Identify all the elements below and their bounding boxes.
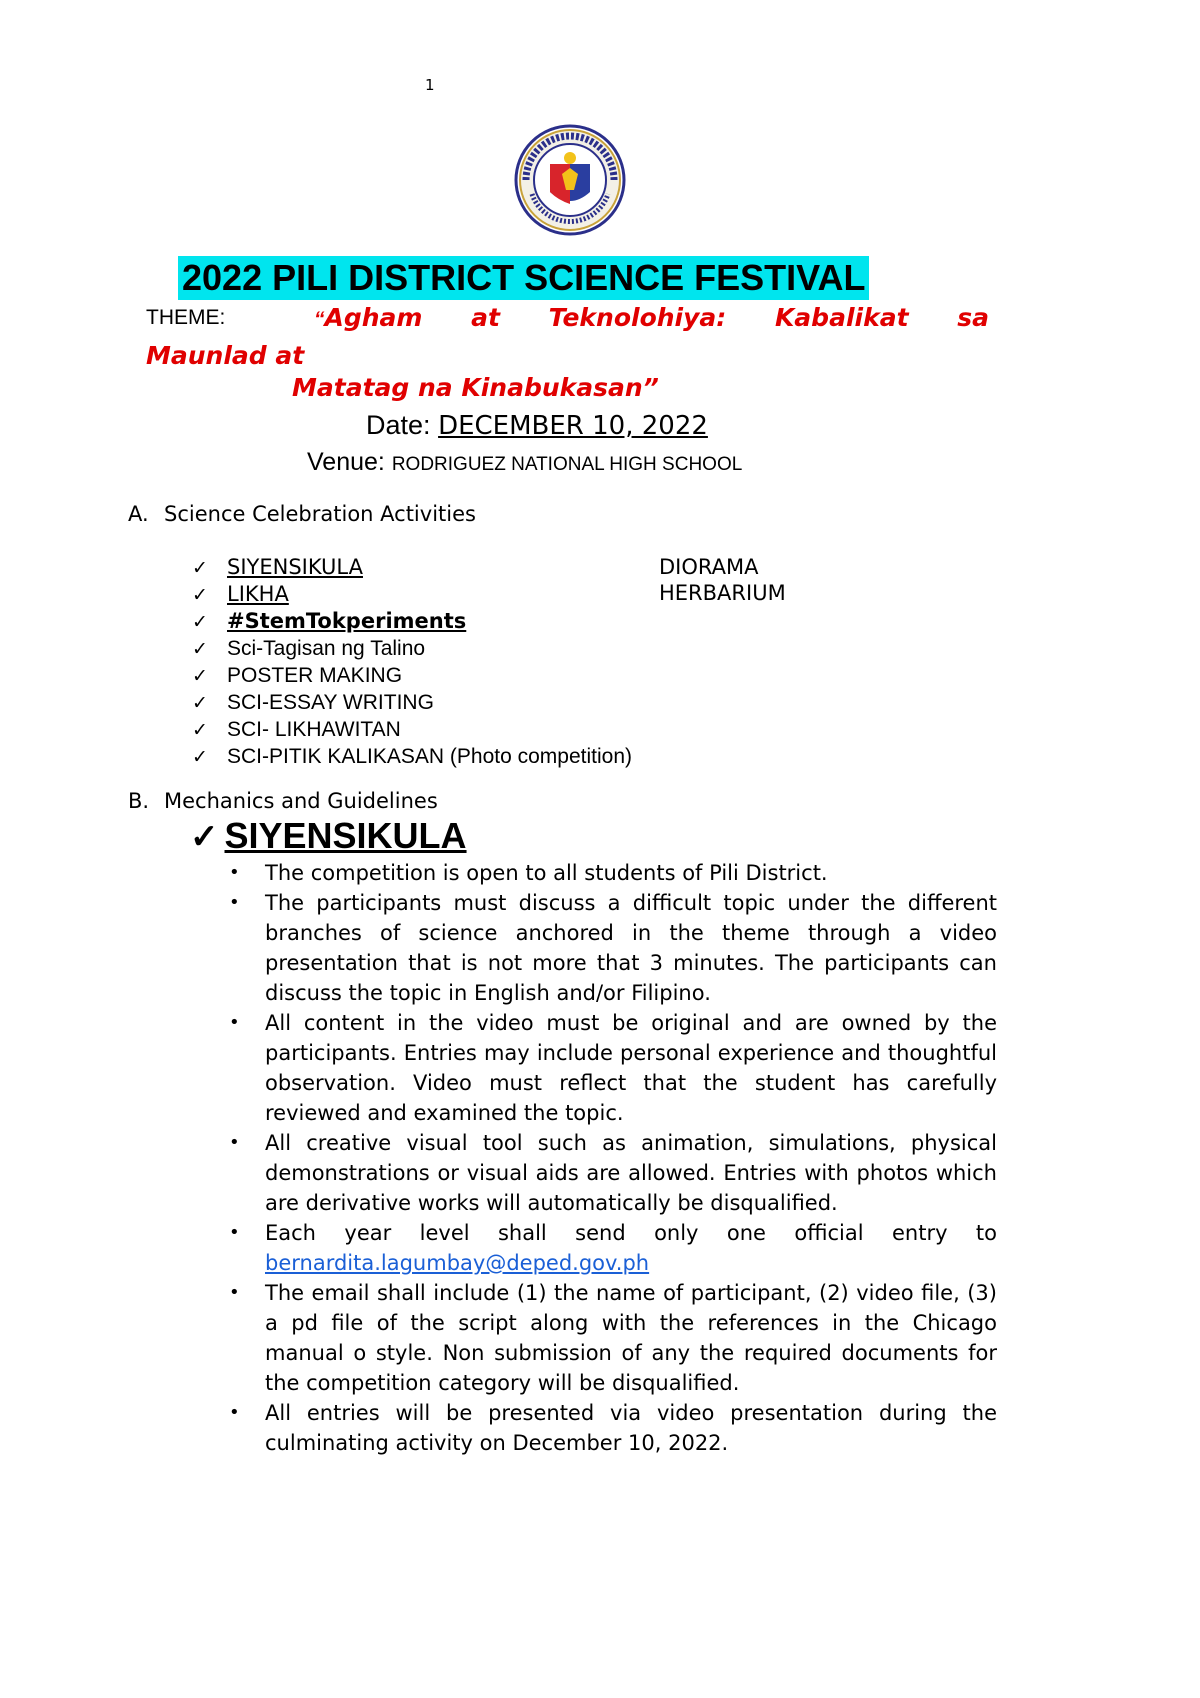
check-icon: ✓ [192,557,208,579]
list-item: ✓ Sci-Tagisan ng Talino [192,637,426,660]
theme-word: “Agham [314,303,423,332]
venue-label: Venue: [307,448,385,476]
check-icon: ✓ [192,665,208,687]
check-icon: ✓ [192,611,208,633]
list-item: • All entries will be presented via video presentation during the culminating activity on December 10, 2022. [229,1398,997,1458]
activity-list-right [659,554,786,606]
theme-block [146,300,989,374]
bullet-icon: • [229,1402,240,1423]
theme-line-3: Matatag na Kinabukasan” [292,373,659,402]
theme-word: at [471,303,500,332]
list-item: ✓ SIYENSIKULA [192,555,363,579]
venue-value: RODRIGUEZ NATIONAL HIGH SCHOOL [391,454,743,475]
check-icon: ✓ [192,719,208,741]
list-item: HERBARIUM [659,581,786,605]
page-title: 2022 PILI DISTRICT SCIENCE FESTIVAL [178,256,869,300]
section-b-heading: B. Mechanics and Guidelines [128,789,438,813]
deped-seal-icon [514,124,626,236]
siyensikula-heading: ✓ SIYENSIKULA [190,815,467,856]
bullet-icon: • [229,892,240,913]
list-item: • The participants must discuss a difficult topic under the different branches of science anchored in the theme through a video presentation that is not more that 3 minutes. The participants can discuss the topic in English and/or Filipino. [229,888,997,1008]
list-item: ✓ SCI-ESSAY WRITING [192,691,434,714]
date-value: DECEMBER 10, 2022 [438,411,708,441]
check-icon: ✓ [190,818,219,856]
bullet-icon: • [229,1222,240,1243]
bullet-icon: • [229,1132,240,1153]
bullet-icon: • [229,1282,240,1303]
theme-word: sa [957,303,989,332]
activity-list [192,554,632,770]
event-date [366,410,708,441]
list-item: ✓ LIKHA [192,582,289,606]
theme-line-2: Maunlad at [146,341,305,370]
guidelines-list [229,858,997,1458]
check-icon: ✓ [192,638,208,660]
bullet-icon: • [229,1012,240,1033]
list-item: • All creative visual tool such as animation, simulations, physical demonstrations or visual aids are allowed. Entries with photos which are derivative works will automatically be disqualified. [229,1128,997,1218]
list-item: • All content in the video must be original and are owned by the participants. Entries may include personal experience and thoughtful observation. Video must reflect that the student has carefully reviewed and examined the topic. [229,1008,997,1128]
list-item: ✓ SCI- LIKHAWITAN [192,718,401,741]
check-icon: ✓ [192,584,208,606]
list-item: ✓ SCI-PITIK KALIKASAN (Photo competition) [192,745,632,768]
list-item: • The email shall include (1) the name of participant, (2) video file, (3) a pd file of the script along with the references in the Chicago manual o style. Non submission of any the required documents for the competition category will be disqualified. [229,1278,997,1398]
date-label: Date: [366,410,431,440]
email-link[interactable]: bernardita.lagumbay@deped.gov.ph [265,1251,650,1275]
check-icon: ✓ [192,746,208,768]
theme-word: Kabalikat [774,303,909,332]
bullet-icon: • [229,862,240,883]
list-item: • Each year level shall send only one official entry to bernardita.lagumbay@deped.gov.ph [229,1218,997,1278]
check-icon: ✓ [192,692,208,714]
theme-label: THEME: [146,306,226,329]
list-item: ✓ POSTER MAKING [192,664,403,687]
list-item: DIORAMA [659,555,759,579]
event-venue [307,448,742,477]
list-item: ✓ #StemTokperiments [192,609,467,633]
page-number: 1 [425,76,435,94]
list-item: • The competition is open to all students of Pili District. [229,858,997,888]
theme-word: Teknolohiya: [548,303,727,332]
section-a-heading: A. Science Celebration Activities [128,502,476,526]
